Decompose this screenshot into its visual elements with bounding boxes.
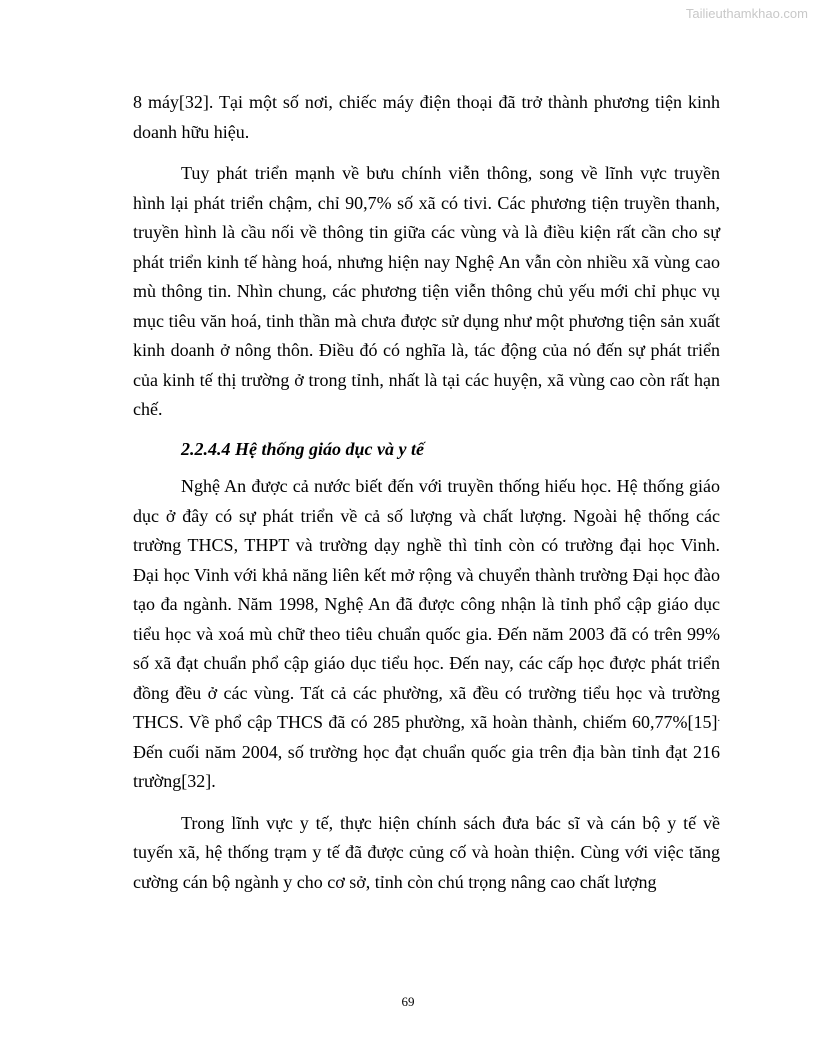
paragraph-3-part-2: Đến cuối năm 2004, số trường học đạt chuẩn quốc gia trên địa bàn tỉnh đạt 216 trường[32].: [133, 741, 720, 791]
paragraph-3: [133, 472, 720, 797]
paragraph-1: 8 máy[32]. Tại một số nơi, chiếc máy điện thoại đã trở thành phương tiện kinh doanh hữu hiệu.: [133, 92, 720, 142]
paragraph-4: Trong lĩnh vực y tế, thực hiện chính sách đưa bác sĩ và cán bộ y tế về tuyến xã, hệ thống trạm y tế đã được củng cố và hoàn thiện. Cùng với việc tăng cường cán bộ ngành y cho cơ sở, tỉnh còn chú trọng nâng cao chất lượng: [133, 812, 720, 892]
paragraph-2: Tuy phát triển mạnh về bưu chính viễn thông, song về lĩnh vực truyền hình lại phát triển chậm, chỉ 90,7% số xã có tivi. Các phương tiện truyền thanh, truyền hình là cầu nối về thông tin giữa các vùng và là điều kiện rất cần cho sự phát triển kinh tế hàng hoá, nhưng hiện nay Nghệ An vẫn còn nhiều xã vùng cao mù thông tin. Nhìn chung, các phương tiện viễn thông chủ yếu mới chỉ phục vụ mục tiêu văn hoá, tinh thần mà chưa được sử dụng như một phương tiện sản xuất kinh doanh ở nông thôn. Điều đó có nghĩa là, tác động của nó đến sự phát triển của kinh tế thị trường ở trong tỉnh, nhất là tại các huyện, xã vùng cao còn rất hạn chế.: [133, 163, 720, 419]
footnote-mark: .: [717, 713, 720, 724]
watermark-text: Tailieuthamkhao.com: [685, 6, 808, 21]
paragraph-3-part-1: Nghệ An được cả nước biết đến với truyền thống hiếu học. Hệ thống giáo dục ở đây có sự phát triển về cả số lượng và chất lượng. Ngoài hệ thống các trường THCS, THPT và trường dạy nghề thì tỉnh còn có trường đại học Vinh. Đại học Vinh với khả năng liên kết mở rộng và chuyển thành trường Đại học đào tạo đa ngành. Năm 1998, Nghệ An đã được công nhận là tỉnh phổ cập giáo dục tiểu học và xoá mù chữ theo tiêu chuẩn quốc gia. Đến năm 2003 đã có trên 99% số xã đạt chuẩn phổ cập giáo dục tiểu học. Đến nay, các cấp học được phát triển đồng đều ở các vùng. Tất cả các phường, xã đều có trường tiểu học và trường THCS. Về phổ cập THCS đã có 285 phường, xã hoàn thành, chiếm 60,77%[15]: [133, 476, 720, 732]
section-heading: 2.2.4.4 Hệ thống giáo dục và y tế: [181, 438, 424, 459]
page-number: 69: [401, 994, 415, 1009]
document-body: [133, 88, 720, 897]
